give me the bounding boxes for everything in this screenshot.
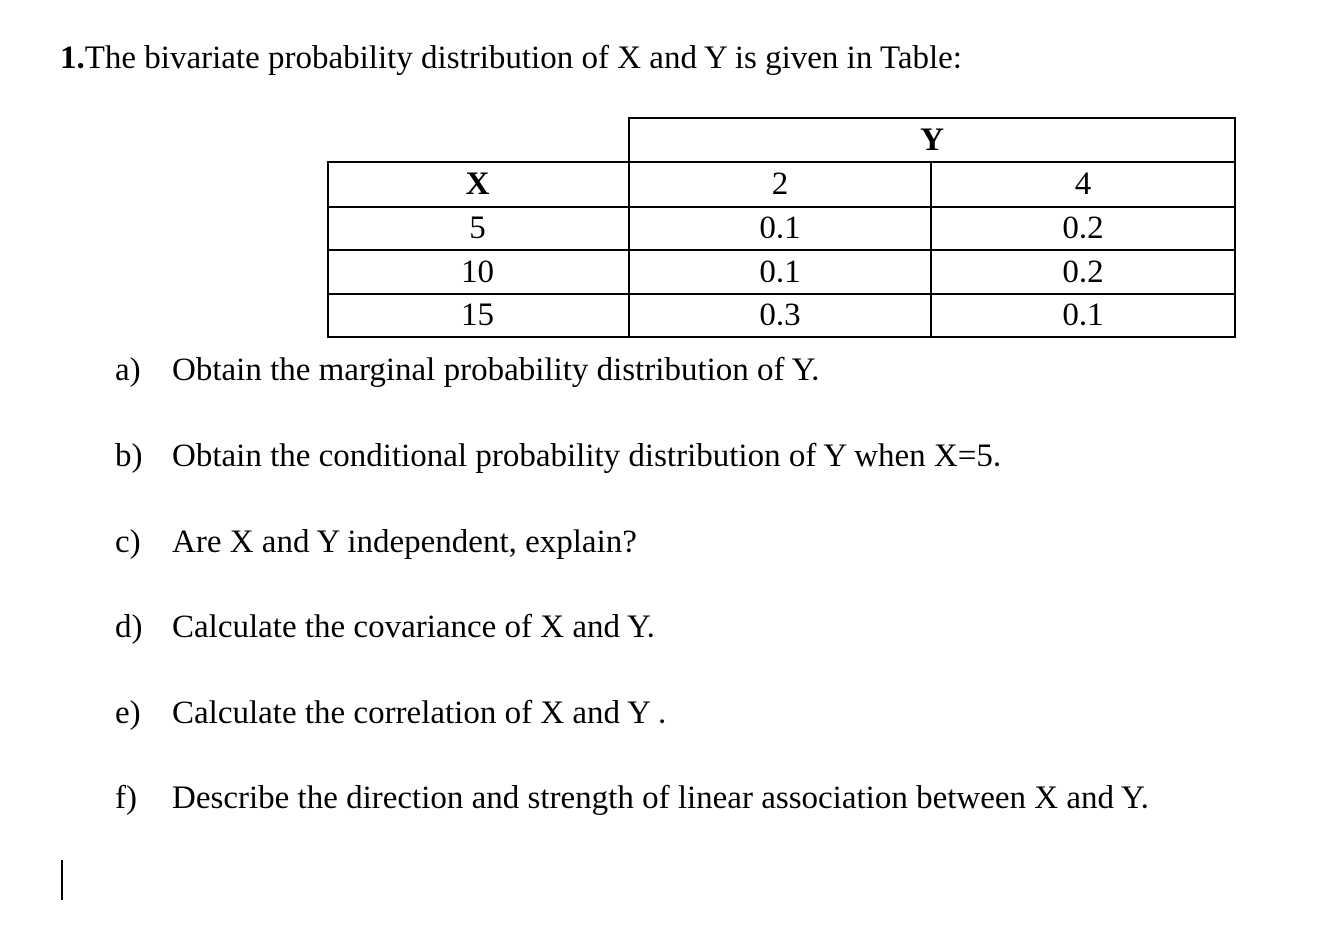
question-item <box>115 778 1149 818</box>
question-label: d) <box>115 609 143 645</box>
question-label: f) <box>115 780 137 816</box>
x-value-cell: 10 <box>461 254 494 290</box>
question-label: e) <box>115 695 141 731</box>
probability-cell: 0.2 <box>1062 254 1104 290</box>
probability-cell: 0.3 <box>759 297 801 333</box>
problem-statement: The bivariate probability distribution of X and Y is given in Table: <box>84 40 962 76</box>
y-value-cell: 2 <box>771 166 789 202</box>
y-value-cell: 4 <box>1074 166 1092 202</box>
question-item <box>115 522 637 562</box>
text-cursor[interactable] <box>61 860 63 900</box>
question-text: Obtain the marginal probability distribution of Y. <box>172 352 820 388</box>
probability-cell: 0.1 <box>759 210 801 246</box>
problem-heading <box>60 38 962 78</box>
question-item <box>115 693 666 733</box>
x-value-cell: 5 <box>469 210 486 246</box>
problem-number: 1. <box>60 40 85 76</box>
question-label: b) <box>115 438 143 474</box>
question-label: a) <box>115 352 141 388</box>
question-item <box>115 350 819 390</box>
question-label: c) <box>115 524 141 560</box>
question-item <box>115 436 1001 476</box>
probability-cell: 0.1 <box>1062 297 1104 333</box>
probability-cell: 0.2 <box>1062 210 1104 246</box>
x-value-cell: 15 <box>461 297 494 333</box>
question-text: Describe the direction and strength of linear association between X and Y. <box>172 780 1149 816</box>
question-item <box>115 607 655 647</box>
question-text: Calculate the covariance of X and Y. <box>172 609 655 645</box>
question-text: Are X and Y independent, explain? <box>172 524 637 560</box>
probability-table <box>327 117 1236 338</box>
question-text: Obtain the conditional probability distribution of Y when X=5. <box>172 438 1002 474</box>
question-text: Calculate the correlation of X and Y . <box>172 695 667 731</box>
probability-cell: 0.1 <box>759 254 801 290</box>
y-header: Y <box>920 122 944 158</box>
x-header: X <box>465 166 490 202</box>
